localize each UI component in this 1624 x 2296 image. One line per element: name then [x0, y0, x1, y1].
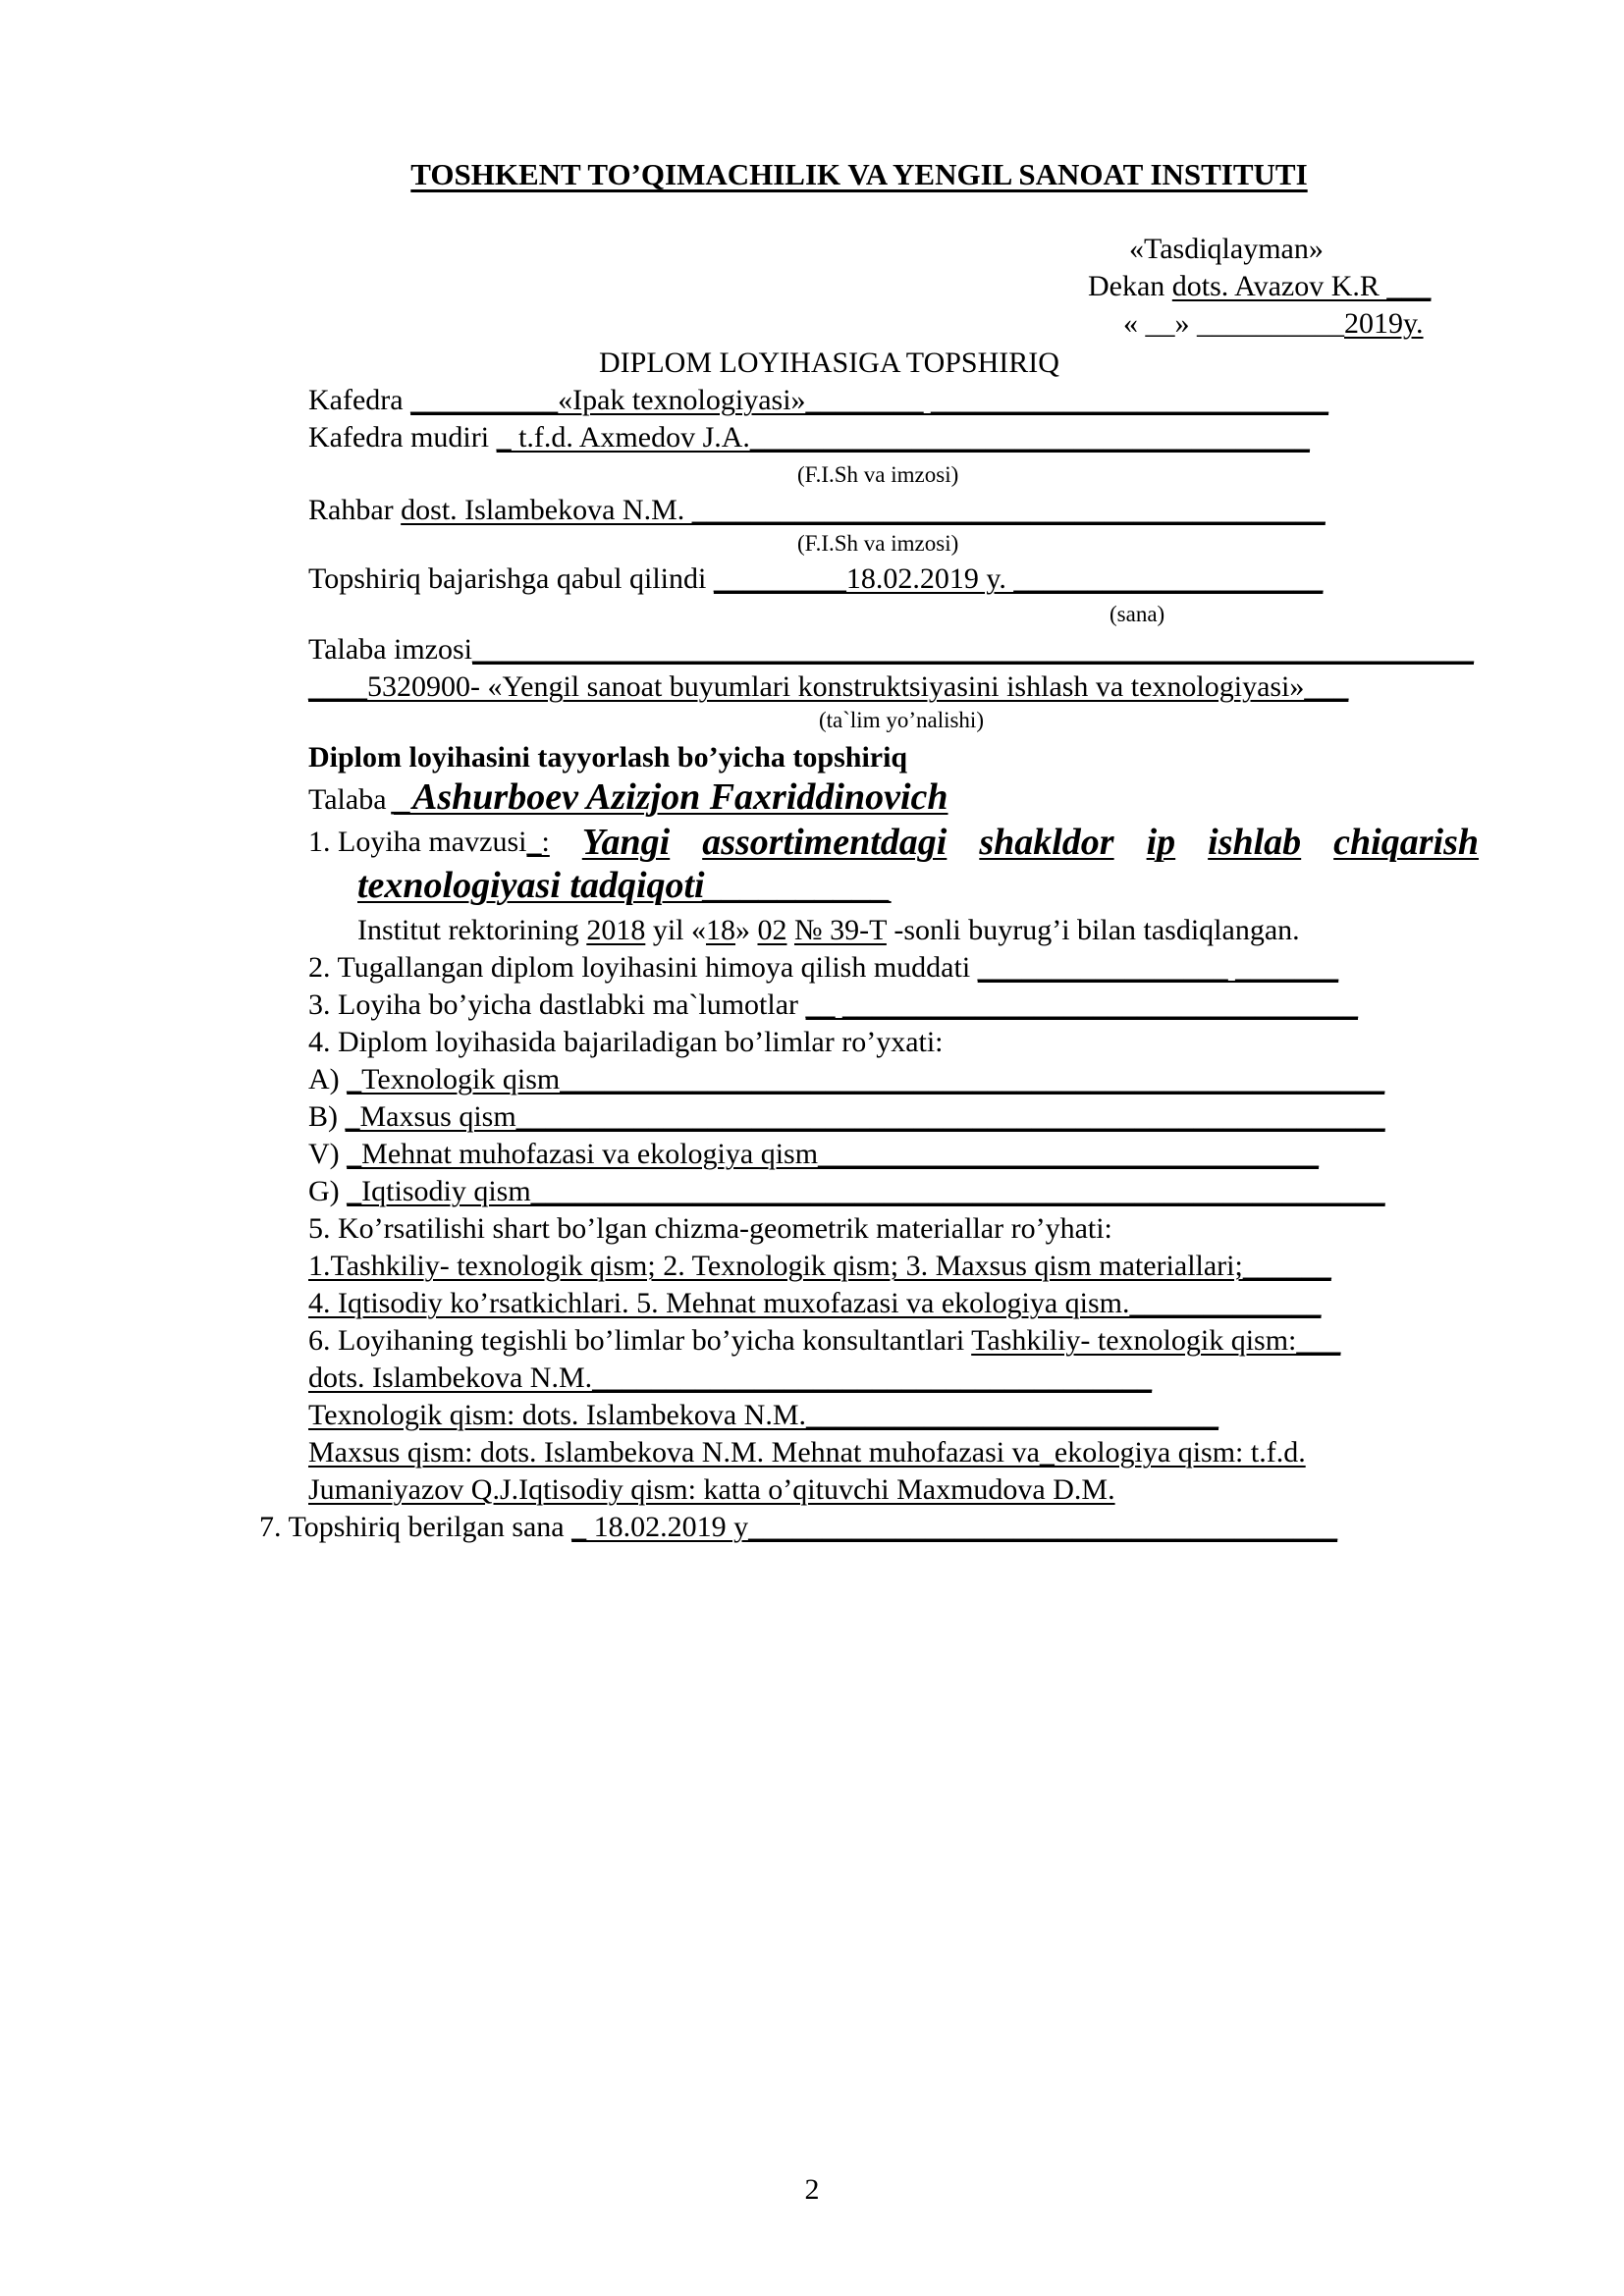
item7-line	[259, 1510, 1337, 1545]
order-text-2: yil «	[645, 914, 706, 946]
section-v-value: _Mehnat muhofazasi va ekologiya qism__________________________________	[347, 1138, 1320, 1170]
item1-topic-line2	[357, 865, 892, 906]
item5-line2	[308, 1286, 1321, 1321]
rahbar-line	[308, 493, 1326, 528]
item1-line	[308, 822, 1479, 863]
yonalish-value: ____5320900- «Yengil sanoat buyumlari konstruktsiyasini ishlash va texnologiyasi»___	[308, 670, 1349, 703]
order-text-3: »	[734, 914, 758, 946]
section-a-value: _Texnologik qism________________________________________________________	[347, 1063, 1385, 1095]
order-month: 02	[757, 914, 787, 946]
qabul-label: Topshiriq bajarishga qabul qilindi	[308, 562, 714, 595]
kafedra-line	[308, 383, 1328, 418]
fish-caption-2: (F.I.Sh va imzosi)	[797, 531, 959, 556]
item3-label: 3. Loyiha bo’yicha dastlabki ma`lumotlar	[308, 988, 806, 1021]
item4-label: 4. Diplom loyihasida bajariladigan bo’limlar ro’yxati:	[308, 1026, 944, 1058]
item7-value: _ 18.02.2019 y________________________________________	[571, 1511, 1338, 1543]
order-text-1: Institut rektorining	[357, 914, 587, 946]
student-line	[308, 776, 948, 818]
rahbar-label: Rahbar	[308, 494, 402, 526]
rahbar-value: dost. Islambekova N.M. ___________________________________________	[401, 494, 1326, 526]
page-number: 2	[804, 2173, 820, 2206]
item1-label: 1. Loyiha mavzusi	[308, 826, 527, 858]
item6-line5-text: Jumaniyazov Q.J.Iqtisodiy qism: katta o’qituvchi Maxmudova D.M.	[308, 1473, 1115, 1506]
order-line	[357, 913, 1300, 948]
item3-value: __ ___________________________________	[805, 988, 1359, 1021]
item6-line2	[308, 1361, 1152, 1396]
item2-line	[308, 950, 1338, 986]
imzo-label: Talaba imzosi	[308, 633, 473, 666]
topic-word-5: ishlab	[1208, 822, 1302, 863]
item2-label: 2. Tugallangan diplom loyihasini himoya qilish muddati	[308, 951, 978, 984]
order-text-5: -sonli buyrug’i bilan tasdiqlangan.	[886, 914, 1300, 946]
dean-line	[1088, 269, 1431, 304]
item6-line4	[308, 1435, 1306, 1470]
dean-name: dots. Avazov K.R ___	[1171, 270, 1432, 302]
item6-value: Tashkiliy- texnologik qism:___	[971, 1324, 1341, 1357]
approve-date-prefix: « __» __________	[1123, 307, 1344, 340]
topic-word-6: chiqarish	[1333, 822, 1479, 863]
student-label: Talaba	[308, 783, 395, 816]
approve-date-line	[1123, 306, 1424, 342]
section-a	[308, 1062, 1384, 1097]
item6-line2-text: dots. Islambekova N.M.______________________________________	[308, 1362, 1153, 1394]
mudir-line	[308, 420, 1310, 455]
topic-word-2: assortimentdagi	[702, 822, 947, 863]
item5-line1-text: 1.Tashkiliy- texnologik qism; 2. Texnologik qism; 3. Maxsus qism materiallari;______	[308, 1250, 1331, 1282]
section-g	[308, 1174, 1385, 1209]
institute-title: TOSHKENT TO’QIMACHILIK VA YENGIL SANOAT INSTITUTI	[410, 157, 1308, 191]
section-b-letter: B)	[308, 1100, 346, 1133]
section-v-letter: V)	[308, 1138, 348, 1170]
item5-line1	[308, 1249, 1331, 1284]
order-year: 2018	[586, 914, 646, 946]
topic-word-1: Yangi	[581, 822, 671, 863]
kafedra-value: __________«Ipak texnologiyasi»________ ___________________________	[410, 384, 1329, 416]
topic-line2: texnologiyasi tadqiqoti__________	[357, 865, 892, 906]
imzo-value: ____________________________________________________________________	[472, 633, 1475, 666]
section-b-value: _Maxsus qism___________________________________________________________	[345, 1100, 1385, 1133]
item6-line3	[308, 1398, 1218, 1433]
approve-date-year: 2019y.	[1344, 307, 1424, 340]
yonalish-line	[308, 669, 1348, 705]
student-name: _Ashurboev Azizjon Faxriddinovich	[394, 776, 948, 818]
item6-line	[308, 1323, 1340, 1359]
item7-label: 7. Topshiriq berilgan sana	[259, 1511, 572, 1543]
section-b	[308, 1099, 1385, 1135]
section-g-letter: G)	[308, 1175, 348, 1207]
item3-line	[308, 988, 1358, 1023]
fish-caption-1: (F.I.Sh va imzosi)	[797, 462, 959, 487]
item5-line2-text: 4. Iqtisodiy ko’rsatkichlari. 5. Mehnat muxofazasi va ekologiya qism._____________	[308, 1287, 1322, 1319]
section-g-value: _Iqtisodiy qism__________________________________________________________	[347, 1175, 1385, 1207]
mudir-value: _ t.f.d. Axmedov J.A.______________________________________	[496, 421, 1310, 454]
item6-label: 6. Loyihaning tegishli bo’limlar bo’yicha konsultantlari	[308, 1324, 972, 1357]
section-a-letter: A)	[308, 1063, 348, 1095]
item2-value: _________________ _______	[977, 951, 1339, 984]
approve-label: «Tasdiqlayman»	[1129, 233, 1324, 265]
item6-line4-text: Maxsus qism: dots. Islambekova N.M. Mehnat muhofazasi va_ekologiya qism: t.f.d.	[308, 1436, 1306, 1468]
topic-word-3: shakldor	[979, 822, 1114, 863]
item1-sep: _:	[526, 826, 550, 858]
doc-title: DIPLOM LOYIHASIGA TOPSHIRIQ	[599, 347, 1059, 379]
item6-line5	[308, 1472, 1115, 1508]
item1-prefix	[308, 825, 550, 860]
qabul-value: _________18.02.2019 y. _____________________	[713, 562, 1324, 595]
item6-line3-text: Texnologik qism: dots. Islambekova N.M.____________________________	[308, 1399, 1219, 1431]
section-v	[308, 1137, 1319, 1172]
task-heading: Diplom loyihasini tayyorlash bo’yicha topshiriq	[308, 741, 908, 774]
qabul-line	[308, 561, 1323, 597]
mudir-label: Kafedra mudiri	[308, 421, 497, 454]
order-day: 18	[705, 914, 735, 946]
order-text-4	[786, 914, 794, 946]
sana-caption: (sana)	[1110, 602, 1165, 626]
topic-word-4: ip	[1146, 822, 1176, 863]
yonalish-caption: (ta`lim yo’nalishi)	[819, 708, 984, 732]
order-number: № 39-T	[793, 914, 887, 946]
imzo-line	[308, 632, 1474, 667]
dean-prefix: Dekan	[1088, 270, 1172, 302]
item5-label: 5. Ko’rsatilishi shart bo’lgan chizma-geometrik materiallar ro’yhati:	[308, 1212, 1112, 1245]
kafedra-label: Kafedra	[308, 384, 411, 416]
